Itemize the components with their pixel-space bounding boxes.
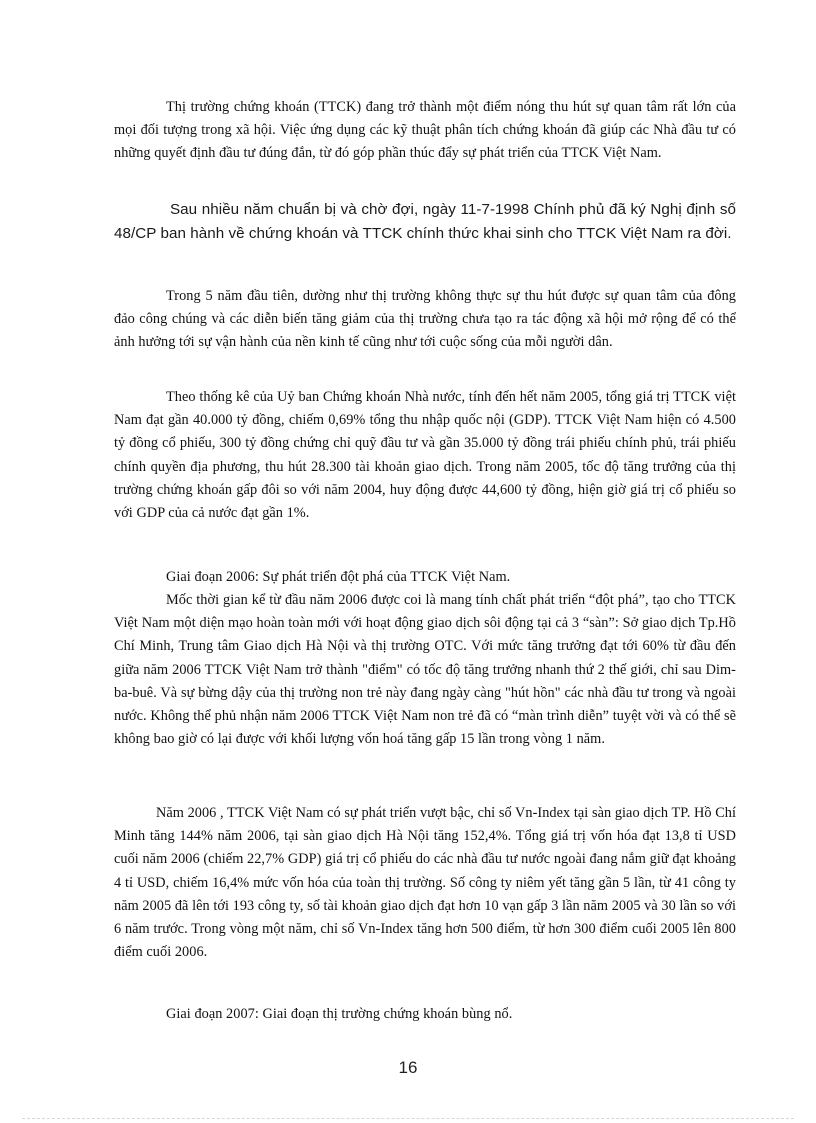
paragraph-breakthrough-2006: Mốc thời gian kể từ đầu năm 2006 được coi là mang tính chất phát triển “đột phá”, tạo cho TTCK Việt Nam một diện mạo hoàn toàn mới với hoạt động giao dịch sôi động tại cả 3 “sàn”: Sở giao dịch Tp.Hồ Chí Minh, Trung tâm Giao dịch Hà Nội và thị trường OTC. Với mức tăng trưởng đạt tới 60% từ đầu đến giữa năm 2006 TTCK Việt Nam trở thành "điểm" có tốc độ tăng trưởng nhanh thứ 2 thế giới, chỉ sau Dim-ba-buê. Và sự bừng dậy của thị trường non trẻ này đang ngày càng "hút hồn" các nhà đầu tư trong và ngoài nước. Không thể phủ nhận năm 2006 TTCK Việt Nam non trẻ đã có “màn trình diễn” tuyệt vời và có thể sẽ không bao giờ có lại được với khối lượng vốn hoá tăng gấp 15 lần trong vòng 1 năm. (114, 592, 736, 748)
page-bottom-divider (22, 1118, 794, 1119)
paragraph-statistics-2005: Theo thống kê của Uỷ ban Chứng khoán Nhà nước, tính đến hết năm 2005, tổng giá trị TTCK việt Nam đạt gần 40.000 tỷ đồng, chiếm 0,69% tổng thu nhập quốc nội (GDP). TTCK Việt Nam hiện có 4.500 tỷ đồng cổ phiếu, 300 tỷ đồng chứng chỉ quỹ đầu tư và gần 35.000 tỷ đồng trái phiếu chính phủ, trái phiếu chính quyền địa phương, thu hút 28.300 tài khoản giao dịch. Trong năm 2005, tốc độ tăng trưởng của thị trường chứng khoán gấp đôi so với năm 2004, huy động được 44,600 tỷ đồng, hiện giờ giá trị cổ phiếu so với GDP của cả nước đạt gần 1%. (114, 389, 736, 522)
page-number: 16 (398, 1058, 418, 1077)
paragraph-year-2006: Năm 2006 , TTCK Việt Nam có sự phát triển vượt bậc, chỉ số Vn-Index tại sàn giao dịch TP. Hồ Chí Minh tăng 144% năm 2006, tại sàn giao dịch Hà Nội tăng 152,4%. Tổng giá trị vốn hóa đạt 13,8 tỉ USD cuối năm 2006 (chiếm 22,7% GDP) giá trị cổ phiếu do các nhà đầu tư nước ngoài đang nắm giữ đạt khoảng 4 tỉ USD, chiếm 16,4% mức vốn hóa của toàn thị trường. Số công ty niêm yết tăng gần 5 lần, từ 41 công ty năm 2005 đã lên tới 193 công ty, số tài khoản giao dịch đạt hơn 10 vạn gấp 3 lần năm 2005 và 30 lần so với 6 năm trước. Trong vòng một năm, chỉ số Vn-Index tăng hơn 500 điểm, từ hơn 300 điểm cuối 2005 lên 800 điểm cuối 2006. (114, 805, 736, 961)
paragraph-first-five-years: Trong 5 năm đầu tiên, dường như thị trường không thực sự thu hút được sự quan tâm của đông đảo công chúng và các diễn biến tăng giảm của thị trường chưa tạo ra tác động xã hội mở rộng để có thể ảnh hưởng tới sự vận hành của nền kinh tế cũng như tới cuộc sống của mỗi người dân. (114, 288, 736, 351)
paragraph-intro: Thị trường chứng khoán (TTCK) đang trở thành một điểm nóng thu hút sự quan tâm rất lớn của mọi đối tượng trong xã hội. Việc ứng dụng các kỹ thuật phân tích chứng khoán đã giúp các Nhà đầu tư có những quyết định đầu tư đúng đắn, từ đó góp phần thúc đẩy sự phát triển của TTCK Việt Nam. (114, 99, 736, 162)
heading-period-2006: Giai đoạn 2006: Sự phát triển đột phá của TTCK Việt Nam. (166, 569, 511, 585)
paragraph-decree: Sau nhiều năm chuẩn bị và chờ đợi, ngày 11-7-1998 Chính phủ đã ký Nghị định số 48/CP ban hành về chứng khoán và TTCK chính thức khai sinh cho TTCK Việt Nam ra đời. (114, 201, 736, 242)
heading-period-2007: Giai đoạn 2007: Giai đoạn thị trường chứng khoán bùng nổ. (166, 1006, 513, 1022)
